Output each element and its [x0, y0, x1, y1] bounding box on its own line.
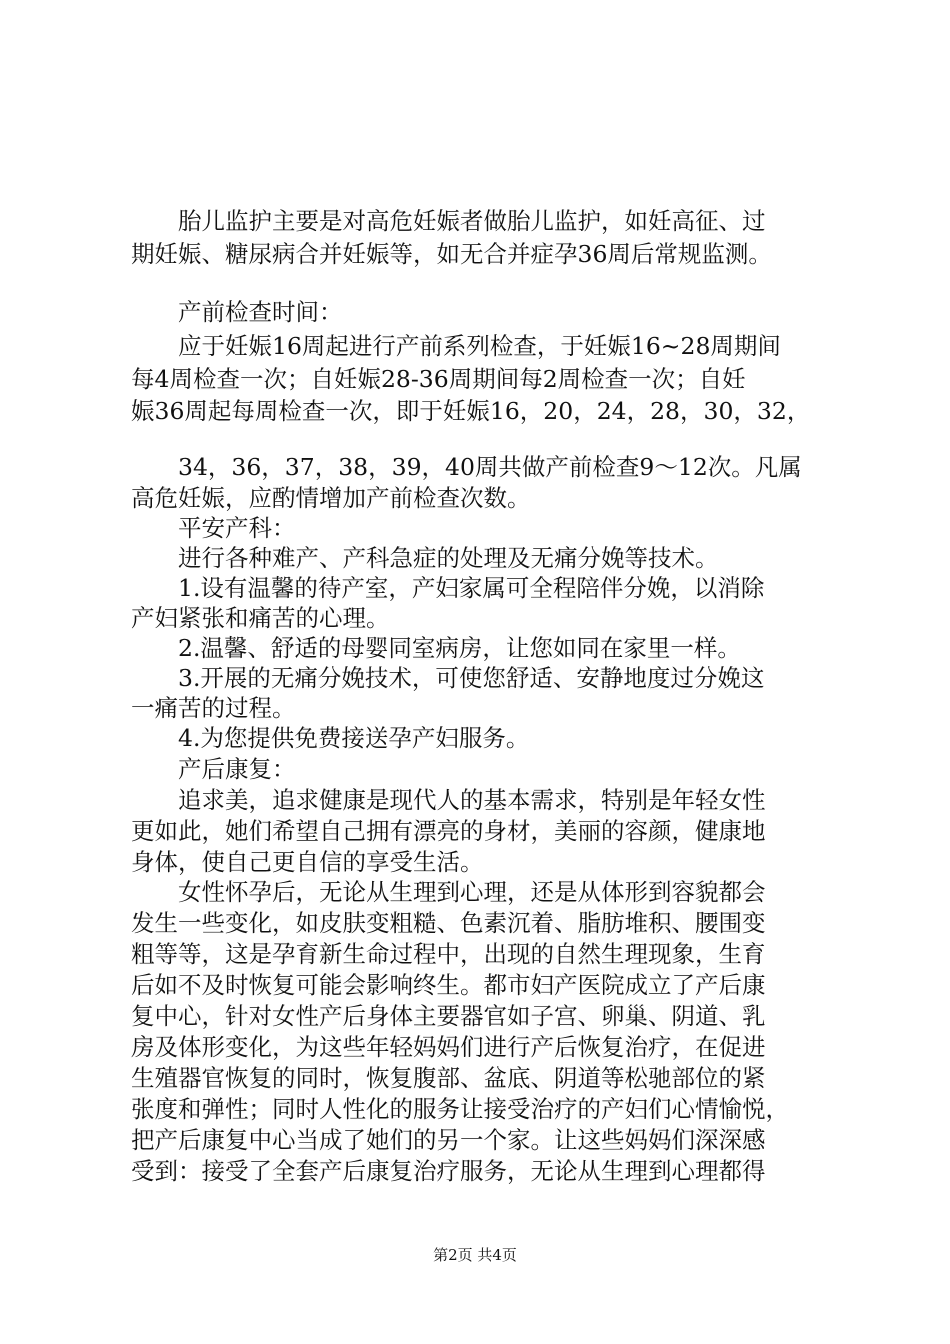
page-number-footer: 第2页 共4页	[433, 1246, 517, 1264]
paragraph-5-line-0: 进行各种难产、产科急症的处理及无痛分娩等技术。	[178, 544, 719, 572]
paragraph-12-line-1: 发生一些变化，如皮肤变粗糙、色素沉着、脂肪堆积、腰围变	[131, 909, 766, 937]
paragraph-2-line-1: 每4周检查一次；自妊娠28-36周期间每2周检查一次；自妊	[131, 365, 746, 393]
paragraph-12-line-8: 把产后康复中心当成了她们的另一个家。让这些妈妈们深深感	[131, 1126, 766, 1154]
paragraph-2-line-2: 娠36周起每周检查一次，即于妊娠16，20，24，28，30，32，	[131, 397, 811, 425]
paragraph-12-line-7: 张度和弹性；同时人性化的服务让接受治疗的产妇们心情愉悦，	[131, 1095, 789, 1123]
paragraph-11-line-1: 更如此，她们希望自己拥有漂亮的身材，美丽的容颜，健康地	[131, 817, 766, 845]
paragraph-12-line-4: 复中心，针对女性产后身体主要器官如子宫、卵巢、阴道、乳	[131, 1002, 766, 1030]
paragraph-4-line-0: 平安产科：	[178, 514, 296, 542]
paragraph-7-line-0: 2.温馨、舒适的母婴同室病房，让您如同在家里一样。	[178, 634, 741, 662]
paragraph-8-line-0: 3.开展的无痛分娩技术，可使您舒适、安静地度过分娩这	[178, 664, 765, 692]
paragraph-10-line-0: 产后康复：	[178, 755, 296, 783]
paragraph-12-line-9: 受到：接受了全套产后康复治疗服务，无论从生理到心理都得	[131, 1157, 766, 1185]
paragraph-11-line-0: 追求美，追求健康是现代人的基本需求，特别是年轻女性	[178, 786, 766, 814]
paragraph-0-line-1: 期妊娠、糖尿病合并妊娠等，如无合并症孕36周后常规监测。	[131, 240, 772, 268]
paragraph-8-line-1: 一痛苦的过程。	[131, 694, 296, 722]
paragraph-2-line-0: 应于妊娠16周起进行产前系列检查，于妊娠16~28周期间	[178, 332, 781, 360]
paragraph-1-line-0: 产前检查时间：	[178, 298, 343, 326]
paragraph-12-line-2: 粗等等，这是孕育新生命过程中，出现的自然生理现象，生育	[131, 940, 766, 968]
paragraph-0-line-0: 胎儿监护主要是对高危妊娠者做胎儿监护，如妊高征、过	[178, 207, 766, 235]
paragraph-12-line-6: 生殖器官恢复的同时，恢复腹部、盆底、阴道等松驰部位的紧	[131, 1064, 766, 1092]
paragraph-11-line-2: 身体，使自己更自信的享受生活。	[131, 848, 484, 876]
paragraph-6-line-1: 产妇紧张和痛苦的心理。	[131, 604, 390, 632]
paragraph-12-line-0: 女性怀孕后，无论从生理到心理，还是从体形到容貌都会	[178, 878, 766, 906]
paragraph-12-line-3: 后如不及时恢复可能会影响终生。都市妇产医院成立了产后康	[131, 971, 766, 999]
paragraph-3-line-1: 高危妊娠，应酌情增加产前检查次数。	[131, 484, 531, 512]
paragraph-12-line-5: 房及体形变化，为这些年轻妈妈们进行产后恢复治疗，在促进	[131, 1033, 766, 1061]
paragraph-9-line-0: 4.为您提供免费接送孕产妇服务。	[178, 724, 530, 752]
paragraph-3-line-0: 34，36，37，38，39，40周共做产前检查9～12次。凡属	[178, 453, 802, 481]
paragraph-6-line-0: 1.设有温馨的待产室，产妇家属可全程陪伴分娩，以消除	[178, 574, 765, 602]
